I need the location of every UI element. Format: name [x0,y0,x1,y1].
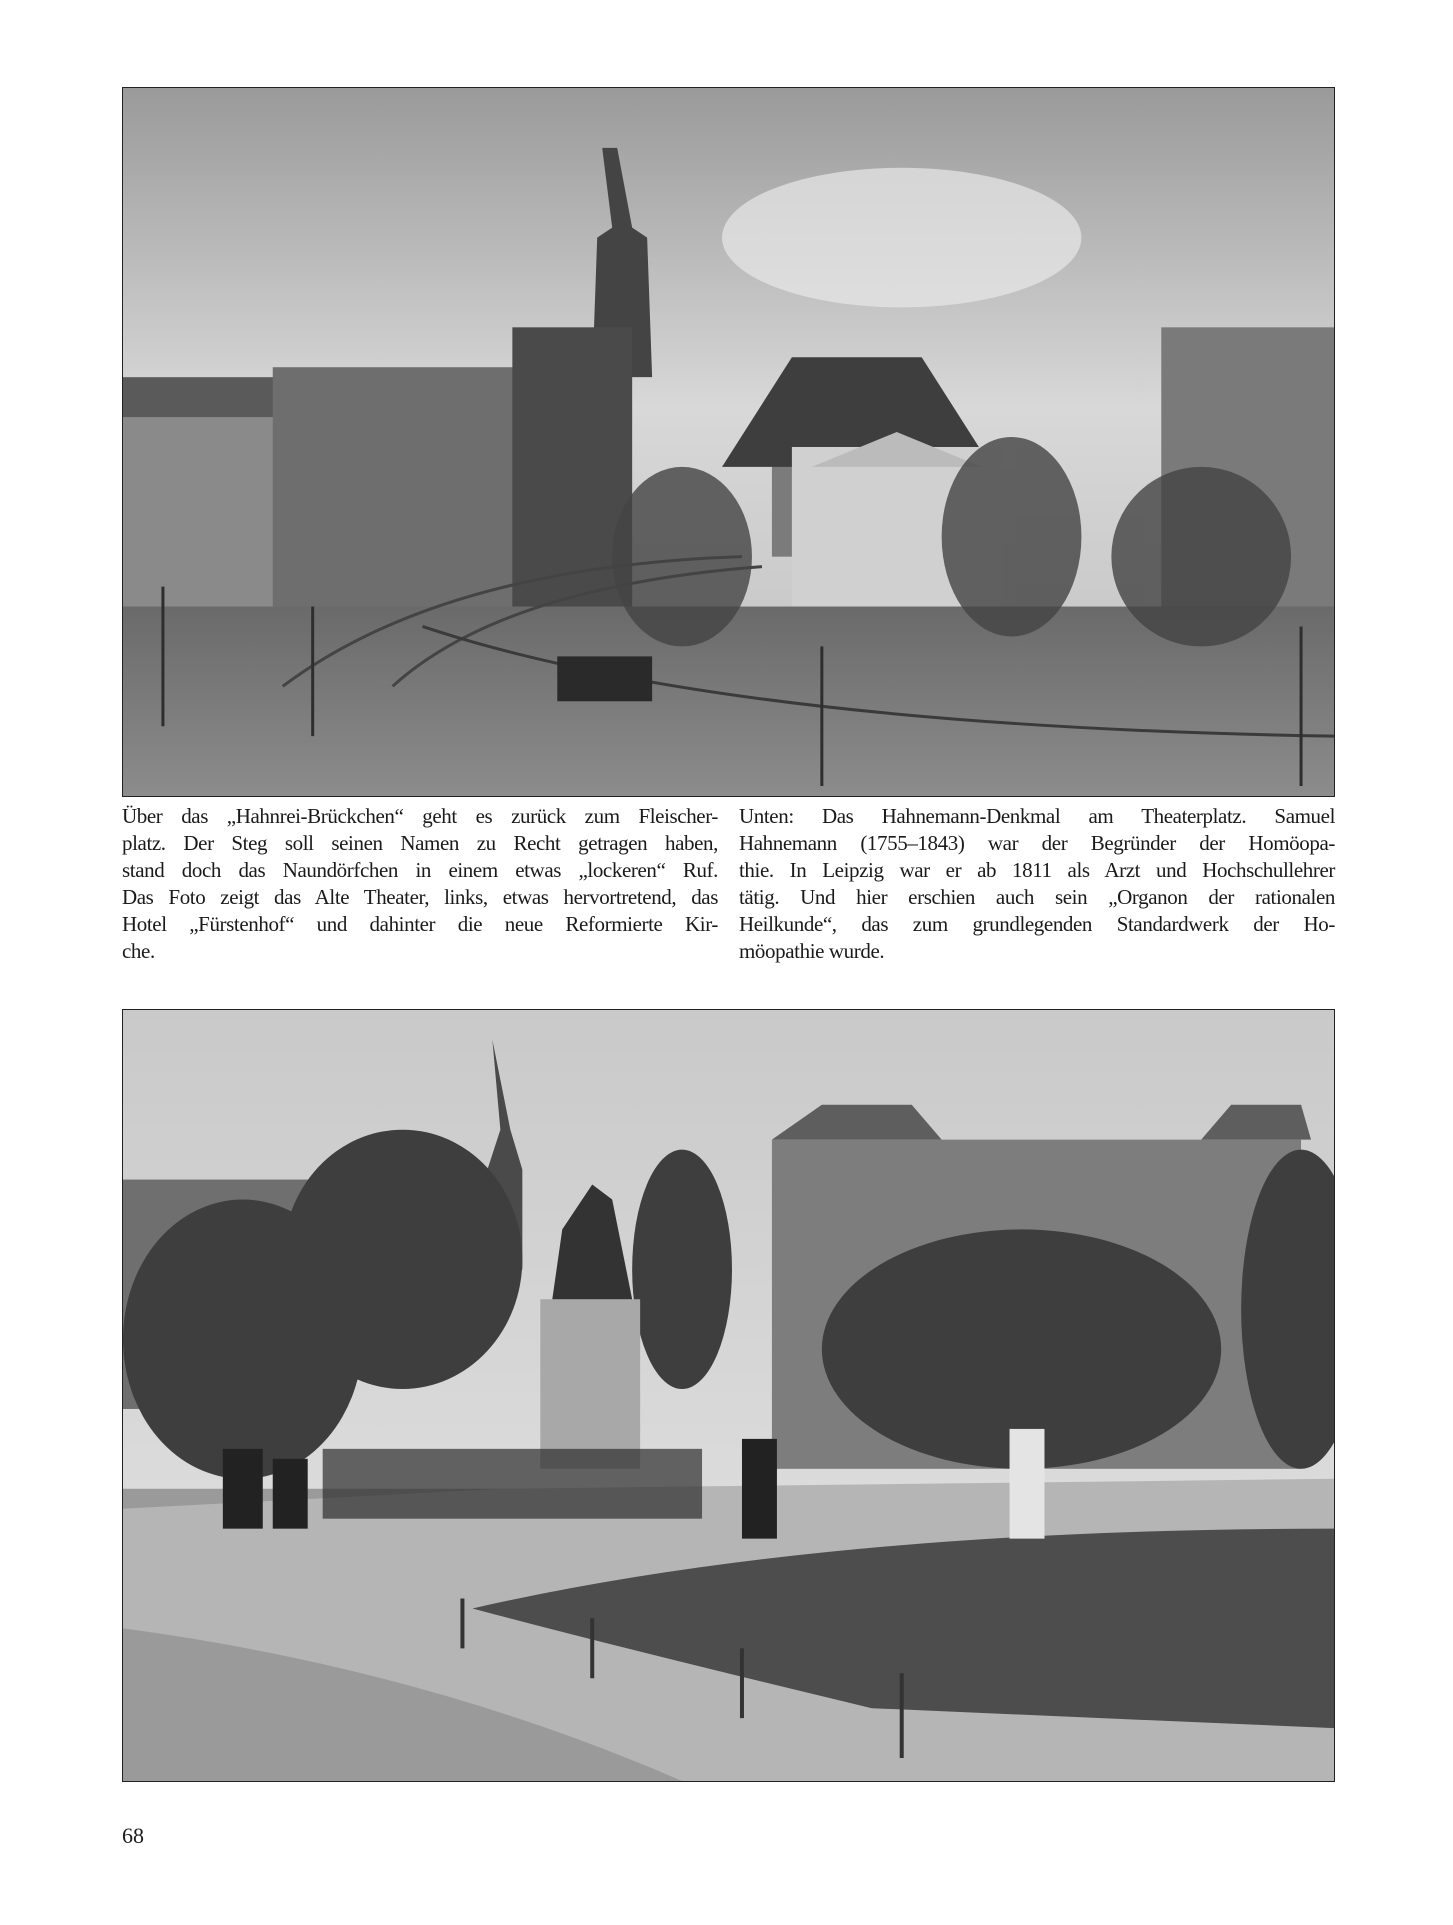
caption-line: Hahnemann (1755–1843) war der Begründer der Homöopa- [739,831,1335,855]
caption-left [122,803,718,965]
caption-line: tätig. Und hier erschien auch sein „Organon der rationalen [739,885,1335,909]
caption-line: che. [122,939,155,963]
caption-line: Über das „Hahnrei-Brückchen“ geht es zurück zum Fleischer- [122,804,718,828]
caption-line: stand doch das Naundörfchen in einem etwas „lockeren“ Ruf. [122,858,718,882]
caption-line: Unten: Das Hahnemann-Denkmal am Theaterplatz. Samuel [739,804,1335,828]
page-number: 68 [122,1823,144,1848]
caption-line: Heilkunde“, das zum grundlegenden Standardwerk der Ho- [739,912,1335,936]
caption-line: Hotel „Fürstenhof“ und dahinter die neue Reformierte Kir- [122,912,718,936]
photo-hahnemann-denkmal [122,1009,1335,1782]
caption-line: Das Foto zeigt das Alte Theater, links, etwas hervortretend, das [122,885,718,909]
caption-line: möopathie wurde. [739,939,885,963]
caption-line: platz. Der Steg soll seinen Namen zu Recht getragen haben, [122,831,718,855]
caption-line: thie. In Leipzig war er ab 1811 als Arzt und Hochschullehrer [739,858,1335,882]
caption-right [739,803,1335,965]
photo-fleischerplatz-alte-theater [122,87,1335,797]
